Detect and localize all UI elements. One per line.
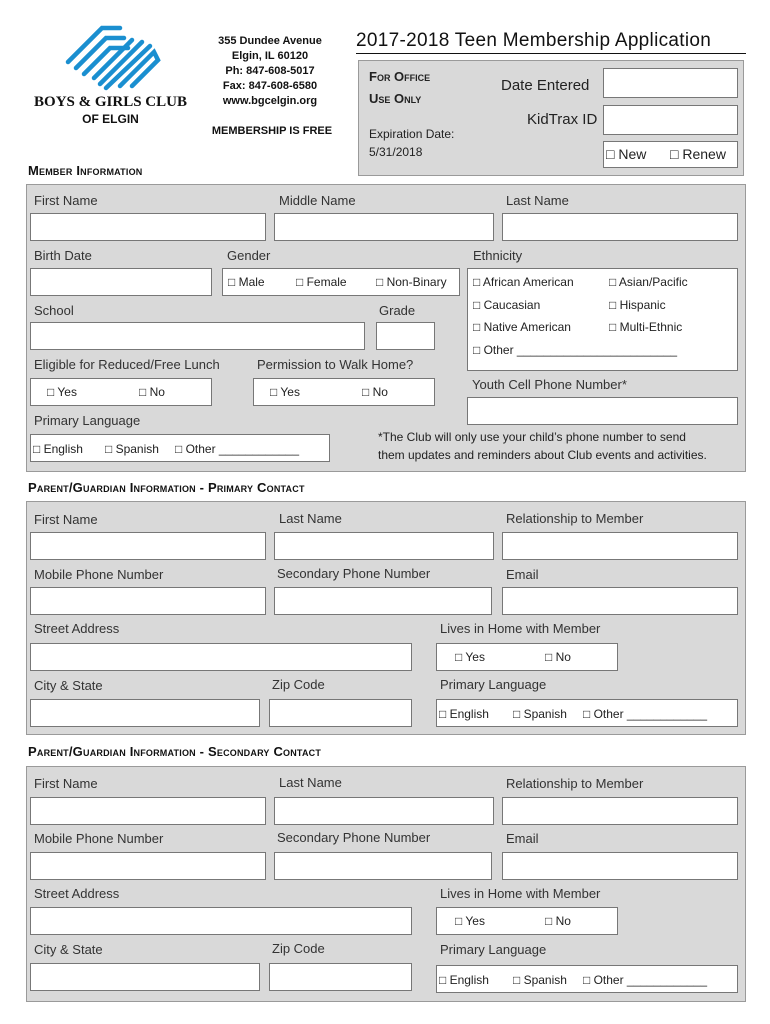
member-middle-name-label: Middle Name bbox=[279, 193, 356, 208]
member-first-name-label: First Name bbox=[34, 193, 98, 208]
club-logo-hands-icon bbox=[58, 20, 168, 92]
secondary-email-input[interactable] bbox=[502, 852, 738, 880]
office-use-heading-line1: For Office bbox=[369, 69, 431, 84]
secondary-street-label: Street Address bbox=[34, 886, 120, 901]
ethnicity-caucasian-checkbox[interactable]: □ Caucasian bbox=[473, 298, 541, 312]
ethnicity-label: Ethnicity bbox=[473, 248, 523, 263]
youth-cell-label: Youth Cell Phone Number* bbox=[472, 377, 627, 392]
office-use-panel bbox=[358, 60, 744, 176]
secondary-mobile-input[interactable] bbox=[30, 852, 266, 880]
ethnicity-native-american-checkbox[interactable]: □ Native American bbox=[473, 320, 571, 334]
secondary-zip-input[interactable] bbox=[269, 963, 412, 991]
primary-relationship-label: Relationship to Member bbox=[506, 511, 644, 526]
youth-cell-input[interactable] bbox=[467, 397, 738, 425]
primary-last-name-input[interactable] bbox=[274, 532, 494, 560]
lunch-yes-checkbox[interactable]: □ Yes bbox=[47, 385, 77, 399]
secondary-secondary-phone-input[interactable] bbox=[274, 852, 492, 880]
secondary-email-label: Email bbox=[506, 831, 539, 846]
birth-date-label: Birth Date bbox=[34, 248, 92, 263]
primary-city-input[interactable] bbox=[30, 699, 260, 727]
primary-contact-section-title: Parent/Guardian Information - Primary Contact bbox=[28, 480, 305, 495]
secondary-contact-section-title: Parent/Guardian Information - Secondary Contact bbox=[28, 744, 322, 759]
primary-mobile-input[interactable] bbox=[30, 587, 266, 615]
member-last-name-input[interactable] bbox=[502, 213, 738, 241]
form-title: 2017-2018 Teen Membership Application bbox=[356, 30, 746, 54]
member-language-spanish-checkbox[interactable]: □ Spanish bbox=[105, 442, 159, 456]
member-language-options-box bbox=[30, 434, 330, 462]
primary-street-input[interactable] bbox=[30, 643, 412, 671]
secondary-city-label: City & State bbox=[34, 942, 103, 957]
member-first-name-input[interactable] bbox=[30, 213, 266, 241]
secondary-language-label: Primary Language bbox=[440, 942, 547, 957]
secondary-mobile-label: Mobile Phone Number bbox=[34, 831, 164, 846]
grade-label: Grade bbox=[379, 303, 416, 318]
secondary-relationship-input[interactable] bbox=[502, 797, 738, 825]
secondary-street-input[interactable] bbox=[30, 907, 412, 935]
expiration-label: Expiration Date: bbox=[369, 127, 455, 141]
primary-language-english-checkbox[interactable]: □ English bbox=[439, 707, 489, 721]
primary-language-other-checkbox[interactable]: □ Other ____________ bbox=[583, 707, 708, 721]
gender-label: Gender bbox=[227, 248, 271, 263]
primary-language-spanish-checkbox[interactable]: □ Spanish bbox=[513, 707, 567, 721]
new-checkbox[interactable]: □ New bbox=[606, 146, 647, 162]
birth-date-input[interactable] bbox=[30, 268, 212, 296]
secondary-lives-no-checkbox[interactable]: □ No bbox=[545, 914, 571, 928]
primary-language-options-box bbox=[436, 699, 738, 727]
lunch-no-checkbox[interactable]: □ No bbox=[139, 385, 165, 399]
school-input[interactable] bbox=[30, 322, 365, 350]
lunch-label: Eligible for Reduced/Free Lunch bbox=[34, 357, 220, 372]
date-entered-field[interactable] bbox=[603, 68, 738, 98]
secondary-zip-label: Zip Code bbox=[272, 941, 325, 956]
primary-first-name-input[interactable] bbox=[30, 532, 266, 560]
office-use-heading-line2: Use Only bbox=[369, 91, 422, 106]
primary-zip-input[interactable] bbox=[269, 699, 412, 727]
club-name-line2: OF ELGIN bbox=[82, 112, 139, 126]
fax-number: Fax: 847-608-6580 bbox=[222, 80, 318, 92]
lunch-options-box bbox=[30, 378, 212, 406]
ethnicity-hispanic-checkbox[interactable]: □ Hispanic bbox=[609, 298, 666, 312]
primary-secondary-phone-label: Secondary Phone Number bbox=[277, 566, 431, 581]
walk-home-no-checkbox[interactable]: □ No bbox=[362, 385, 388, 399]
address-line1: 355 Dundee Avenue bbox=[218, 35, 322, 47]
member-last-name-label: Last Name bbox=[506, 193, 569, 208]
member-middle-name-input[interactable] bbox=[274, 213, 494, 241]
address-line2: Elgin, IL 60120 bbox=[231, 50, 309, 62]
walk-home-options-box bbox=[253, 378, 435, 406]
secondary-language-spanish-checkbox[interactable]: □ Spanish bbox=[513, 973, 567, 987]
secondary-language-english-checkbox[interactable]: □ English bbox=[439, 973, 489, 987]
secondary-last-name-label: Last Name bbox=[279, 775, 342, 790]
secondary-language-other-checkbox[interactable]: □ Other ____________ bbox=[583, 973, 708, 987]
club-name-line1: BOYS & GIRLS CLUB bbox=[34, 94, 187, 110]
phone-number: Ph: 847-608-5017 bbox=[225, 65, 315, 77]
primary-lives-yes-checkbox[interactable]: □ Yes bbox=[455, 650, 485, 664]
primary-lives-options-box bbox=[436, 643, 618, 671]
primary-mobile-label: Mobile Phone Number bbox=[34, 567, 164, 582]
secondary-lives-label: Lives in Home with Member bbox=[440, 886, 601, 901]
ethnicity-african-american-checkbox[interactable]: □ African American bbox=[473, 275, 574, 289]
secondary-first-name-input[interactable] bbox=[30, 797, 266, 825]
primary-street-label: Street Address bbox=[34, 621, 120, 636]
kidtrax-label: KidTrax ID bbox=[527, 111, 598, 128]
gender-options-box bbox=[222, 268, 460, 296]
primary-lives-no-checkbox[interactable]: □ No bbox=[545, 650, 571, 664]
new-renew-field bbox=[603, 141, 738, 168]
primary-email-label: Email bbox=[506, 567, 539, 582]
ethnicity-options-box bbox=[467, 268, 738, 371]
member-language-other-checkbox[interactable]: □ Other ____________ bbox=[175, 442, 300, 456]
phone-note-line1: *The Club will only use your child’s phone number to send bbox=[378, 430, 686, 444]
secondary-city-input[interactable] bbox=[30, 963, 260, 991]
secondary-lives-options-box bbox=[436, 907, 618, 935]
date-entered-label: Date Entered bbox=[501, 77, 590, 94]
primary-first-name-label: First Name bbox=[34, 512, 98, 527]
membership-free-note: MEMBERSHIP IS FREE bbox=[211, 125, 333, 137]
gender-male-checkbox[interactable]: □ Male bbox=[228, 275, 265, 289]
walk-home-yes-checkbox[interactable]: □ Yes bbox=[270, 385, 300, 399]
walk-home-label: Permission to Walk Home? bbox=[257, 357, 414, 372]
secondary-first-name-label: First Name bbox=[34, 776, 98, 791]
primary-email-input[interactable] bbox=[502, 587, 738, 615]
member-primary-language-label: Primary Language bbox=[34, 413, 141, 428]
member-language-english-checkbox[interactable]: □ English bbox=[33, 442, 83, 456]
secondary-lives-yes-checkbox[interactable]: □ Yes bbox=[455, 914, 485, 928]
school-label: School bbox=[34, 303, 74, 318]
secondary-relationship-label: Relationship to Member bbox=[506, 776, 644, 791]
secondary-last-name-input[interactable] bbox=[274, 797, 494, 825]
member-section-title: Member Information bbox=[28, 163, 143, 178]
ethnicity-other-checkbox[interactable]: □ Other ________________________ bbox=[473, 343, 678, 357]
primary-relationship-input[interactable] bbox=[502, 532, 738, 560]
primary-zip-label: Zip Code bbox=[272, 677, 325, 692]
gender-female-checkbox[interactable]: □ Female bbox=[296, 275, 347, 289]
website: www.bgcelgin.org bbox=[222, 95, 318, 107]
secondary-secondary-phone-label: Secondary Phone Number bbox=[277, 830, 431, 845]
primary-language-label: Primary Language bbox=[440, 677, 547, 692]
primary-secondary-phone-input[interactable] bbox=[274, 587, 492, 615]
grade-input[interactable] bbox=[376, 322, 435, 350]
kidtrax-field[interactable] bbox=[603, 105, 738, 135]
club-logo bbox=[28, 18, 193, 133]
gender-nonbinary-checkbox[interactable]: □ Non-Binary bbox=[376, 275, 447, 289]
primary-last-name-label: Last Name bbox=[279, 511, 342, 526]
primary-city-label: City & State bbox=[34, 678, 103, 693]
secondary-language-options-box bbox=[436, 965, 738, 993]
ethnicity-asian-pacific-checkbox[interactable]: □ Asian/Pacific bbox=[609, 275, 688, 289]
primary-lives-label: Lives in Home with Member bbox=[440, 621, 601, 636]
renew-checkbox[interactable]: □ Renew bbox=[670, 146, 726, 162]
expiration-value: 5/31/2018 bbox=[369, 145, 423, 159]
ethnicity-multi-ethnic-checkbox[interactable]: □ Multi-Ethnic bbox=[609, 320, 683, 334]
phone-note-line2: them updates and reminders about Club events and activities. bbox=[378, 448, 707, 462]
